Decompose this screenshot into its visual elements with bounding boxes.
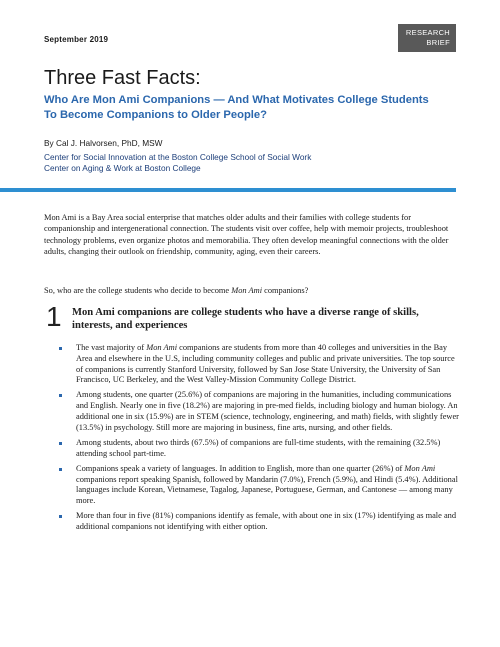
bullet-text-italic: Mon Ami [146, 343, 178, 352]
bullet-item [44, 511, 460, 533]
bullet-text-before: Companions speak a variety of languages. In addition to English, more than one quarter (26%) of [76, 463, 405, 473]
page-title: Three Fast Facts: [44, 67, 201, 89]
bullet-text-before: The vast majority of [76, 343, 147, 352]
bullet-square-icon [59, 394, 62, 397]
bullet-text-before: More than four in five (81%) companions identify as female, with about one in six (17%) identifying as male and additional companions not identifying with either option. [76, 511, 457, 532]
author-byline: By Cal J. Halvorsen, PhD, MSW [44, 138, 163, 148]
page-subtitle: Who Are Mon Ami Companions — And What Motivates College Students To Become Companions to Older People? [44, 94, 429, 121]
bullet-text-before: Among students, about two thirds (67.5%) of companions are full-time students, with the remaining (32.5%) attending school part-time. [76, 437, 441, 458]
bullet-text-italic: Mon Ami [404, 463, 436, 473]
section-heading: Mon Ami companions are college students who have a diverse range of skills, interests, and experiences [72, 307, 419, 331]
bullet-text-after: companions report speaking Spanish, followed by Mandarin (7.0%), French (5.9%), and Hindi (5.4%). Additional languages include Korean, Vietnamese, Tagalog, Japanese, Portuguese, German, and Cantonese — among many more. [76, 474, 458, 506]
question-text-italic: Mon Ami [231, 286, 263, 295]
question-paragraph [44, 285, 458, 296]
author-block [44, 138, 311, 175]
section-number: 1 [46, 301, 62, 332]
bullet-text-after: companions are students from more than 40 colleges and universities in the Bay Area and elsewhere in the U.S, including community colleges and public and private universities. The top source of companions is currently Stanford University, followed by San Jose State University, the University of San Francisco, UC Berkeley, and the West Valley-Mission Community College District. [76, 343, 455, 385]
question-text-after: companions? [262, 286, 309, 295]
question-text-before: So, who are the college students who decide to become [44, 286, 232, 295]
bullet-item [44, 438, 460, 460]
fact-bullet-list [44, 343, 460, 537]
bullet-square-icon [59, 347, 62, 350]
publication-date: September 2019 [44, 35, 109, 44]
bullet-text-before: Among students, one quarter (25.6%) of companions are majoring in the humanities, including communications and English. Nearly one in five (18.2%) are majoring in pre-med fields, including biology and human biology. An additional one in six (15.9%) are in STEM (science, technology, engineering, and math) fields, with slightly fewer (13.5%) in psychology. Still more are majoring in business, fine arts, nursing, and other fields. [76, 390, 459, 432]
header-divider [0, 188, 456, 192]
bullet-item [44, 390, 460, 433]
bullet-square-icon [59, 515, 62, 518]
author-affiliation-2: Center on Aging & Work at Boston College [44, 163, 201, 173]
badge-line-research: RESEARCH [405, 28, 450, 37]
badge-line-brief: BRIEF [426, 38, 450, 47]
bullet-item [44, 343, 460, 386]
research-brief-badge [398, 24, 456, 52]
intro-paragraph: Mon Ami is a Bay Area social enterprise that matches older adults and their families with college students for companionship and intergenerational connection. The students visit over coffee, help with memoir projects, troubleshoot technology problems, even organize photos and memorabilia. They often develop meaningful connections with the older adults, changing their outlook on friendship, community, aging, even their careers. [44, 213, 449, 256]
bullet-item [44, 464, 460, 507]
bullet-square-icon [59, 468, 62, 471]
bullet-square-icon [59, 442, 62, 445]
author-affiliation-1: Center for Social Innovation at the Boston College School of Social Work [44, 151, 312, 162]
